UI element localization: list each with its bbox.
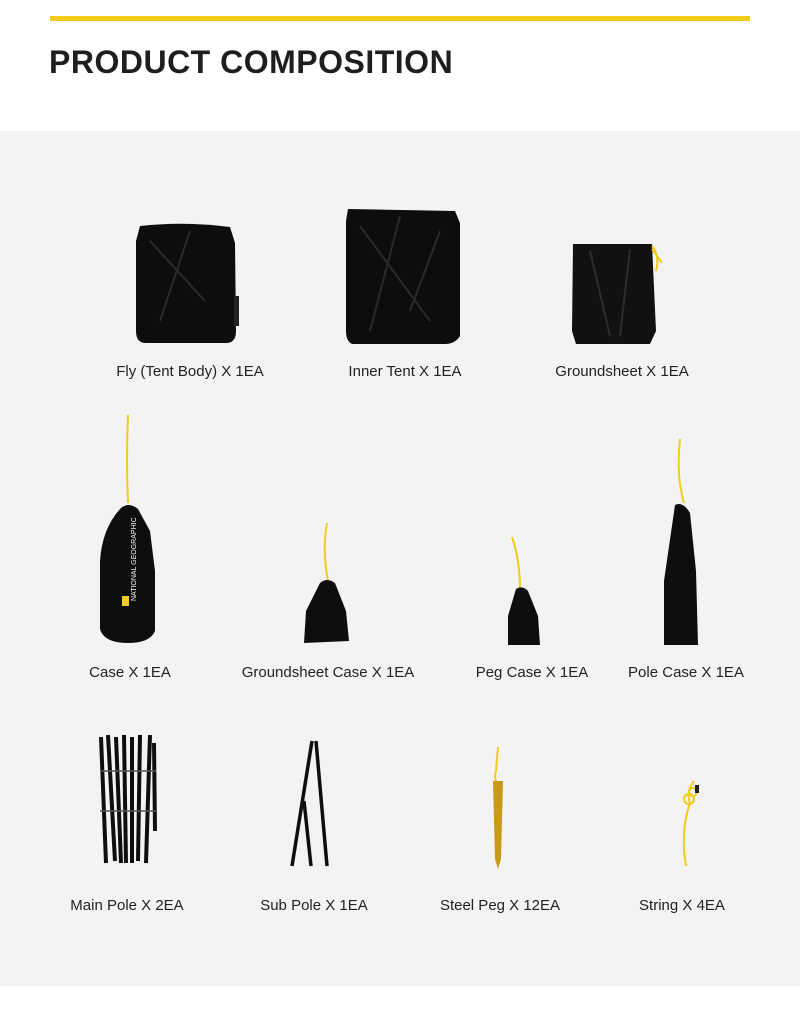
item-label: Sub Pole X 1EA: [260, 897, 368, 914]
page-title: PRODUCT COMPOSITION: [49, 44, 454, 80]
item-label: Peg Case X 1EA: [475, 664, 589, 681]
item-label: String X 4EA: [639, 897, 725, 914]
item-label: Case X 1EA: [89, 664, 171, 681]
item-label: Fly (Tent Body) X 1EA: [116, 363, 264, 380]
item-label: Groundsheet Case X 1EA: [241, 664, 415, 681]
item-label: Inner Tent X 1EA: [348, 363, 462, 380]
product-panel: [0, 131, 800, 986]
item-label: Main Pole X 2EA: [70, 897, 184, 914]
accent-bar: [50, 16, 750, 21]
item-label: Pole Case X 1EA: [628, 664, 744, 681]
item-label: Steel Peg X 12EA: [439, 897, 561, 914]
string-icon: [0, 131, 800, 891]
brand-mark: NATIONAL GEOGRAPHIC: [131, 517, 138, 601]
item-label: Groundsheet X 1EA: [555, 363, 689, 380]
